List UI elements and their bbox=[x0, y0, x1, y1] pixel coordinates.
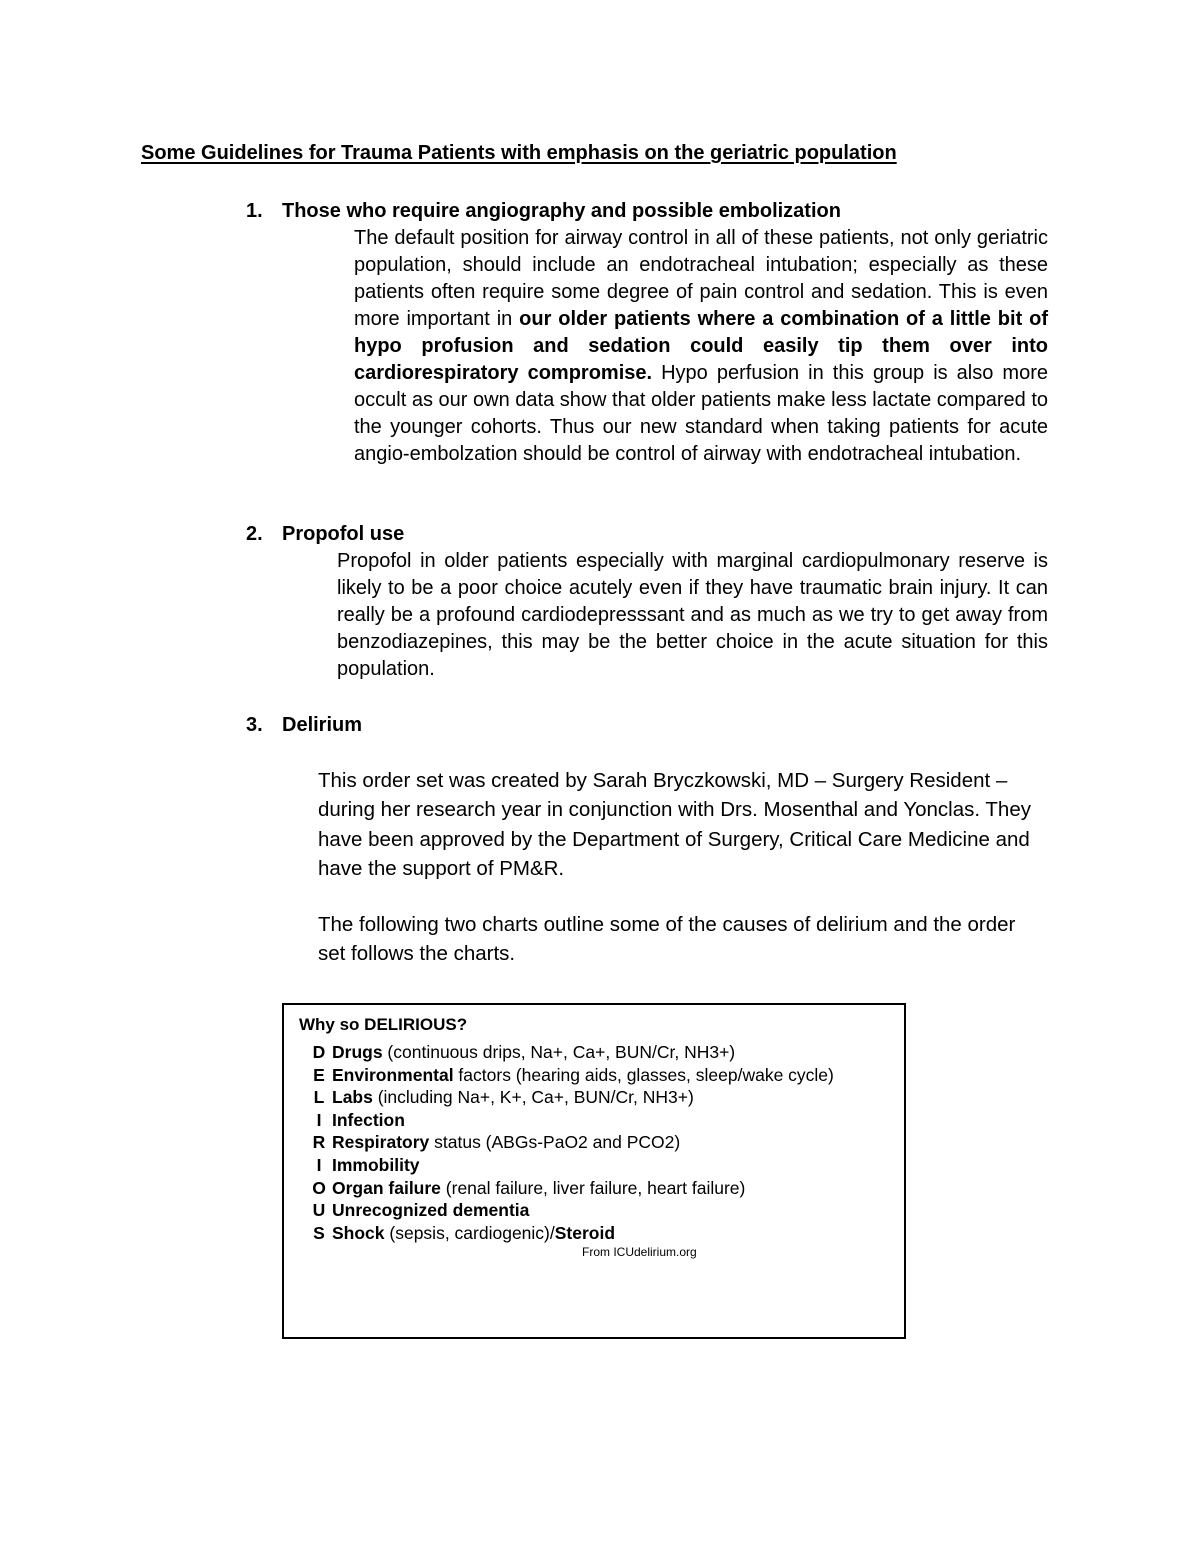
section-title: Delirium bbox=[282, 714, 363, 736]
mnemonic-letter: I bbox=[316, 1154, 322, 1175]
section-1-heading bbox=[246, 200, 841, 223]
list-item bbox=[306, 1132, 834, 1155]
section-number: 1. bbox=[246, 200, 263, 222]
mnemonic-term: Respiratory bbox=[332, 1132, 430, 1153]
section-3-heading bbox=[246, 714, 362, 737]
mnemonic-letter: L bbox=[313, 1087, 325, 1108]
paragraph-emphasis: our older patients where a combination of a little bit of hypo profusion and sedation could easily tip them over into cardiorespiratory compromise. bbox=[354, 308, 1048, 384]
box-title: Why so DELIRIOUS? bbox=[299, 1015, 468, 1034]
mnemonic-list bbox=[306, 1042, 834, 1245]
mnemonic-term: Unrecognized dementia bbox=[332, 1200, 530, 1221]
mnemonic-letter: E bbox=[313, 1064, 325, 1085]
source-citation: From ICUdelirium.org bbox=[582, 1245, 697, 1259]
mnemonic-term: Shock bbox=[332, 1222, 385, 1243]
delirium-mnemonic-box bbox=[282, 1003, 906, 1339]
mnemonic-letter: O bbox=[312, 1177, 326, 1198]
section-number: 3. bbox=[246, 714, 263, 736]
list-item bbox=[306, 1042, 834, 1065]
mnemonic-term-extra: Steroid bbox=[554, 1222, 616, 1243]
mnemonic-detail: (continuous drips, Na+, Ca+, BUN/Cr, NH3+) bbox=[382, 1042, 736, 1062]
list-item bbox=[306, 1178, 834, 1201]
section-2-paragraph bbox=[337, 548, 1048, 683]
section-title: Propofol use bbox=[282, 523, 405, 545]
list-item bbox=[306, 1087, 834, 1110]
charts-intro: The following two charts outline some of the causes of delirium and the order set follows the charts. bbox=[318, 913, 1016, 966]
mnemonic-detail: factors (hearing aids, glasses, sleep/wake cycle) bbox=[453, 1064, 834, 1085]
section-number: 2. bbox=[246, 523, 263, 545]
mnemonic-detail: (including Na+, K+, Ca+, BUN/Cr, NH3+) bbox=[372, 1087, 694, 1108]
paragraph-text: Hypo perfusion in this group is also more occult as our own data show that older patients make less lactate compared to the younger cohorts. Thus our new standard when taking patients for acute angio-embolzation should be control of airway with endotracheal intubation. bbox=[354, 362, 1048, 465]
mnemonic-detail: status (ABGs-PaO2 and PCO2) bbox=[429, 1132, 681, 1153]
mnemonic-letter: D bbox=[312, 1042, 326, 1062]
list-item bbox=[306, 1110, 834, 1133]
mnemonic-term: Infection bbox=[332, 1109, 405, 1130]
list-item bbox=[306, 1223, 834, 1246]
order-set-credit: This order set was created by Sarah Bryczkowski, MD – Surgery Resident – during her research year in conjunction with Drs. Mosenthal and Yonclas. They have been approved by the Department of Surgery, Critical Care Medicine and have the support of PM&R. bbox=[318, 769, 1031, 880]
paragraph-text: Propofol in older patients especially with marginal cardiopulmonary reserve is likely to be a poor choice acutely even if they have traumatic brain injury. It can really be a profound cardiodepresssant and as much as we try to get away from benzodiazepines, this may be the better choice in the acute situation for this population. bbox=[337, 550, 1048, 680]
list-item bbox=[306, 1065, 834, 1088]
mnemonic-term: Organ failure bbox=[332, 1177, 441, 1198]
document-title: Some Guidelines for Trauma Patients with emphasis on the geriatric population bbox=[141, 142, 897, 164]
mnemonic-letter: R bbox=[312, 1132, 326, 1153]
mnemonic-term: Drugs bbox=[332, 1042, 383, 1062]
mnemonic-detail: (renal failure, liver failure, heart failure) bbox=[440, 1177, 746, 1198]
paragraph-text: The default position for airway control in all of these patients, not only geriatric population, should include an endotracheal intubation; especially as these patients often require some degree of pain control and sedation. This is even more important in bbox=[354, 227, 1048, 330]
mnemonic-letter: I bbox=[316, 1109, 322, 1130]
section-title: Those who require angiography and possible embolization bbox=[282, 200, 841, 222]
list-item bbox=[306, 1200, 834, 1223]
mnemonic-term: Environmental bbox=[332, 1064, 454, 1085]
section-2-heading bbox=[246, 523, 404, 546]
mnemonic-letter: U bbox=[312, 1200, 326, 1221]
mnemonic-detail: (sepsis, cardiogenic)/ bbox=[384, 1222, 555, 1243]
section-1-paragraph bbox=[354, 225, 1048, 468]
mnemonic-term: Immobility bbox=[332, 1154, 420, 1175]
list-item bbox=[306, 1155, 834, 1178]
mnemonic-term: Labs bbox=[332, 1087, 373, 1108]
mnemonic-letter: S bbox=[313, 1222, 325, 1243]
